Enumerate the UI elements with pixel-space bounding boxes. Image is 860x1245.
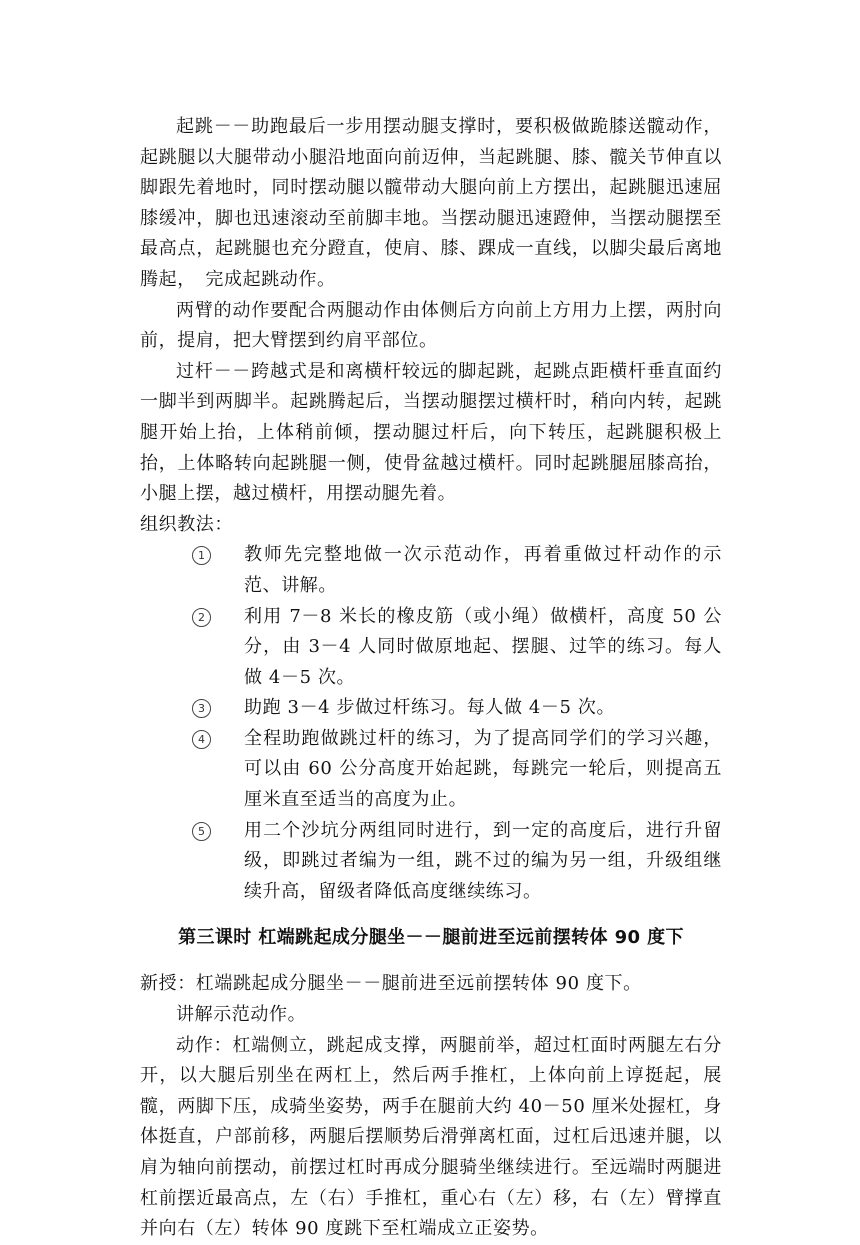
- list-item: [140, 540, 722, 601]
- explain-line: 讲解示范动作。: [176, 1004, 307, 1026]
- list-item-text: 助跑 3－4 步做过杆练习。每人做 4－5 次。: [244, 697, 616, 719]
- list-item-text: 用二个沙坑分两组同时进行，到一定的高度后，进行升留级，即跳过者编为一组，跳不过的编为另一组，升级组继续升高，留级者降低高度继续练习。: [244, 819, 722, 902]
- section-heading: 第三课时 杠端跳起成分腿坐－－腿前进至远前摆转体 90 度下: [178, 927, 684, 949]
- paragraph-bar-clearance: 过杆－－跨越式是和离横杆较远的脚起跳，起跳点距横杆垂直面约一脚半到两脚半。起跳腾起后，当摆动腿摆过横杆时，稍向内转，起跳腿开始上抬，上体稍前倾，摆动腿过杆后，向下转压，起跳腿积极上抬，上体略转向起跳腿一侧，使骨盆越过横杆。同时起跳腿屈膝高抬，小腿上摆，越过横杆，用摆动腿先着。: [140, 360, 722, 505]
- list-item: [140, 816, 722, 908]
- list-item: [140, 724, 722, 816]
- list-item: [140, 602, 722, 694]
- circled-number: 3: [192, 699, 211, 718]
- list-item-text: 全程助跑做跳过杆的练习，为了提高同学们的学习兴趣，可以由 60 公分高度开始起跳，每跳完一轮后，则提高五厘米直至适当的高度为止。: [244, 727, 722, 811]
- new-lesson-line: 新授：杠端跳起成分腿坐－－腿前进至远前摆转体 90 度下。: [140, 973, 642, 995]
- circled-number: 4: [192, 730, 211, 749]
- list-item: [140, 693, 722, 724]
- circled-number: 2: [192, 608, 211, 627]
- paragraph-action: 动作：杠端侧立，跳起成支撑，两腿前举，超过杠面时两腿左右分开，以大腿后别坐在两杠上，然后两手推杠，上体向前上谆挺起，展髋，两脚下压，成骑坐姿势，两手在腿前大约 40－50 厘米处握杠，身体挺直，户部前移，两腿后摆顺势后滑弹离杠面，过杠后迅速并腿，以肩为轴向前摆动，前摆过杠时再成分腿骑坐继续进行。至远端时两腿进杠前摆近最高点，左（右）手推杠，重心右（左）移，右（左）臂撑直并向右（左）转体 90 度跳下至杠端成立正姿势。: [140, 1034, 722, 1240]
- org-label: 组织教法：: [140, 513, 233, 535]
- list-item-text: 教师先完整地做一次示范动作，再着重做过杆动作的示范、讲解。: [244, 544, 722, 596]
- paragraph-takeoff: 起跳－－助跑最后一步用摆动腿支撑时，要积极做跪膝送髋动作，起跳腿以大腿带动小腿沿地面向前迈伸，当起跳腿、膝、髋关节伸直以脚跟先着地时，同时摆动腿以髋带动大腿向前上方摆出，起跳腿迅速屈膝缓冲，脚也迅速滚动至前脚丰地。当摆动腿迅速蹬伸，当摆动腿摆至最高点，起跳腿也充分蹬直，使肩、膝、踝成一直线，以脚尖最后离地腾起， 完成起跳动作。: [140, 116, 722, 290]
- document-page: [140, 112, 722, 1245]
- circled-number: 1: [192, 546, 211, 565]
- circled-number: 5: [192, 822, 211, 841]
- paragraph-arms: 两臂的动作要配合两腿动作由体侧后方向前上方用力上摆，两肘向前，提肩，把大臂摆到约肩平部位。: [140, 299, 722, 352]
- org-list: [140, 540, 722, 907]
- list-item-text: 利用 7－8 米长的橡皮筋（或小绳）做横杆，高度 50 公分，由 3－4 人同时做原地起、摆腿、过竿的练习。每人做 4－5 次。: [244, 605, 722, 688]
